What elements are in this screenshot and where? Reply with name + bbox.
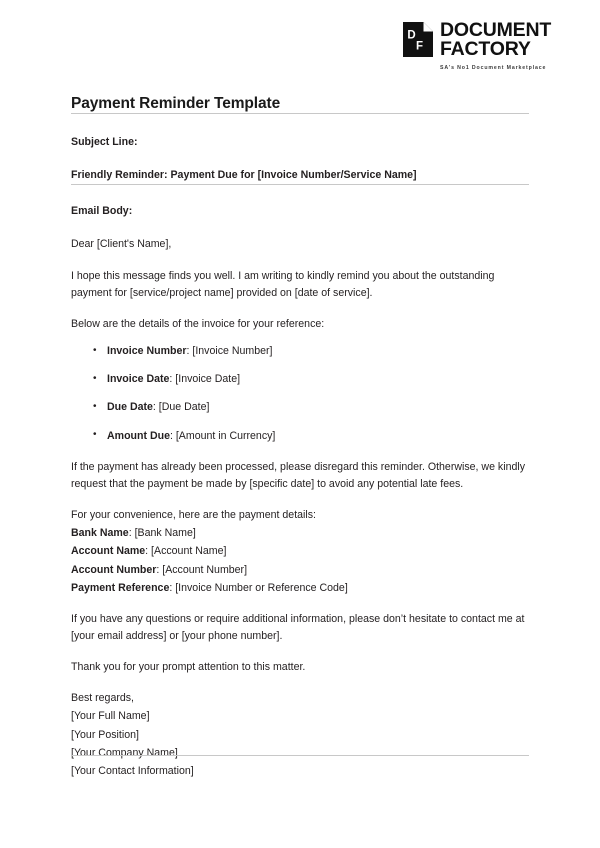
- email-body-label: Email Body:: [71, 205, 133, 218]
- payment-detail-account-name: [71, 543, 529, 560]
- payment-label: Bank Name: [71, 527, 129, 540]
- payment-label: Account Name: [71, 545, 146, 558]
- logo-letter-d: D: [407, 29, 416, 42]
- list-item: [107, 343, 529, 360]
- payment-label: Payment Reference: [71, 581, 170, 594]
- paragraph-disregard: If the payment has already been processed, please disregard this reminder. Otherwise, we kindly request that the payment be made by [specific date] to avoid any potential late fees.: [71, 460, 526, 490]
- signature-line: [Your Contact Information]: [71, 764, 194, 777]
- logo-word-factory: FACTORY: [440, 37, 531, 60]
- list-item: [107, 428, 529, 445]
- payment-details-lead: For your convenience, here are the payment details:: [71, 509, 316, 522]
- paragraph-thanks: Thank you for your prompt attention to this matter.: [71, 661, 306, 674]
- divider-middle: [71, 184, 529, 185]
- salutation: Dear [Client's Name],: [71, 238, 172, 251]
- detail-value: : [Amount in Currency]: [169, 429, 276, 442]
- page-title: Payment Reminder Template: [71, 95, 281, 112]
- document-content: [71, 0, 529, 780]
- detail-label: Invoice Date: [107, 373, 170, 386]
- subject-line-label: Subject Line:: [71, 136, 138, 148]
- logo-word-document: DOCUMENT: [440, 19, 552, 41]
- paragraph-contact: If you have any questions or require additional information, please don’t hesitate to contact me at [your email address] or [your phone number].: [71, 612, 525, 642]
- list-item: [107, 371, 529, 388]
- detail-value: : [Invoice Date]: [169, 373, 241, 386]
- logo-tagline: SA's No1 Document Marketplace: [440, 65, 547, 72]
- divider-bottom: [71, 755, 529, 756]
- payment-value: : [Bank Name]: [128, 527, 196, 540]
- signature-block: [71, 690, 529, 780]
- signature-line: [Your Full Name]: [71, 710, 150, 723]
- detail-label: Invoice Number: [107, 345, 187, 358]
- subject-line-value: Friendly Reminder: Payment Due for [Invoice Number/Service Name]: [71, 169, 417, 182]
- signature-line: Best regards,: [71, 692, 135, 705]
- logo-letter-f: F: [415, 40, 424, 53]
- signature-line: [Your Company Name]: [71, 746, 178, 759]
- detail-value: : [Invoice Number]: [186, 345, 273, 358]
- detail-label: Due Date: [107, 401, 153, 414]
- signature-line: [Your Position]: [71, 728, 139, 741]
- payment-detail-account-number: [71, 562, 529, 579]
- payment-label: Account Number: [71, 563, 157, 576]
- paragraph-intro: I hope this message finds you well. I am writing to kindly remind you about the outstanding payment for [service/project name] provided on [date of service].: [71, 269, 495, 299]
- payment-detail-payment-reference: [71, 580, 529, 597]
- detail-value: : [Due Date]: [152, 401, 210, 414]
- payment-value: : [Invoice Number or Reference Code]: [169, 581, 348, 594]
- payment-value: : [Account Name]: [145, 545, 227, 558]
- list-item: [107, 399, 529, 416]
- invoice-details-list: [71, 343, 529, 445]
- payment-detail-bank-name: [71, 525, 529, 542]
- paragraph-details-lead: Below are the details of the invoice for your reference:: [71, 317, 325, 330]
- detail-label: Amount Due: [107, 429, 170, 442]
- divider-top: [71, 113, 529, 114]
- payment-value: : [Account Number]: [156, 563, 248, 576]
